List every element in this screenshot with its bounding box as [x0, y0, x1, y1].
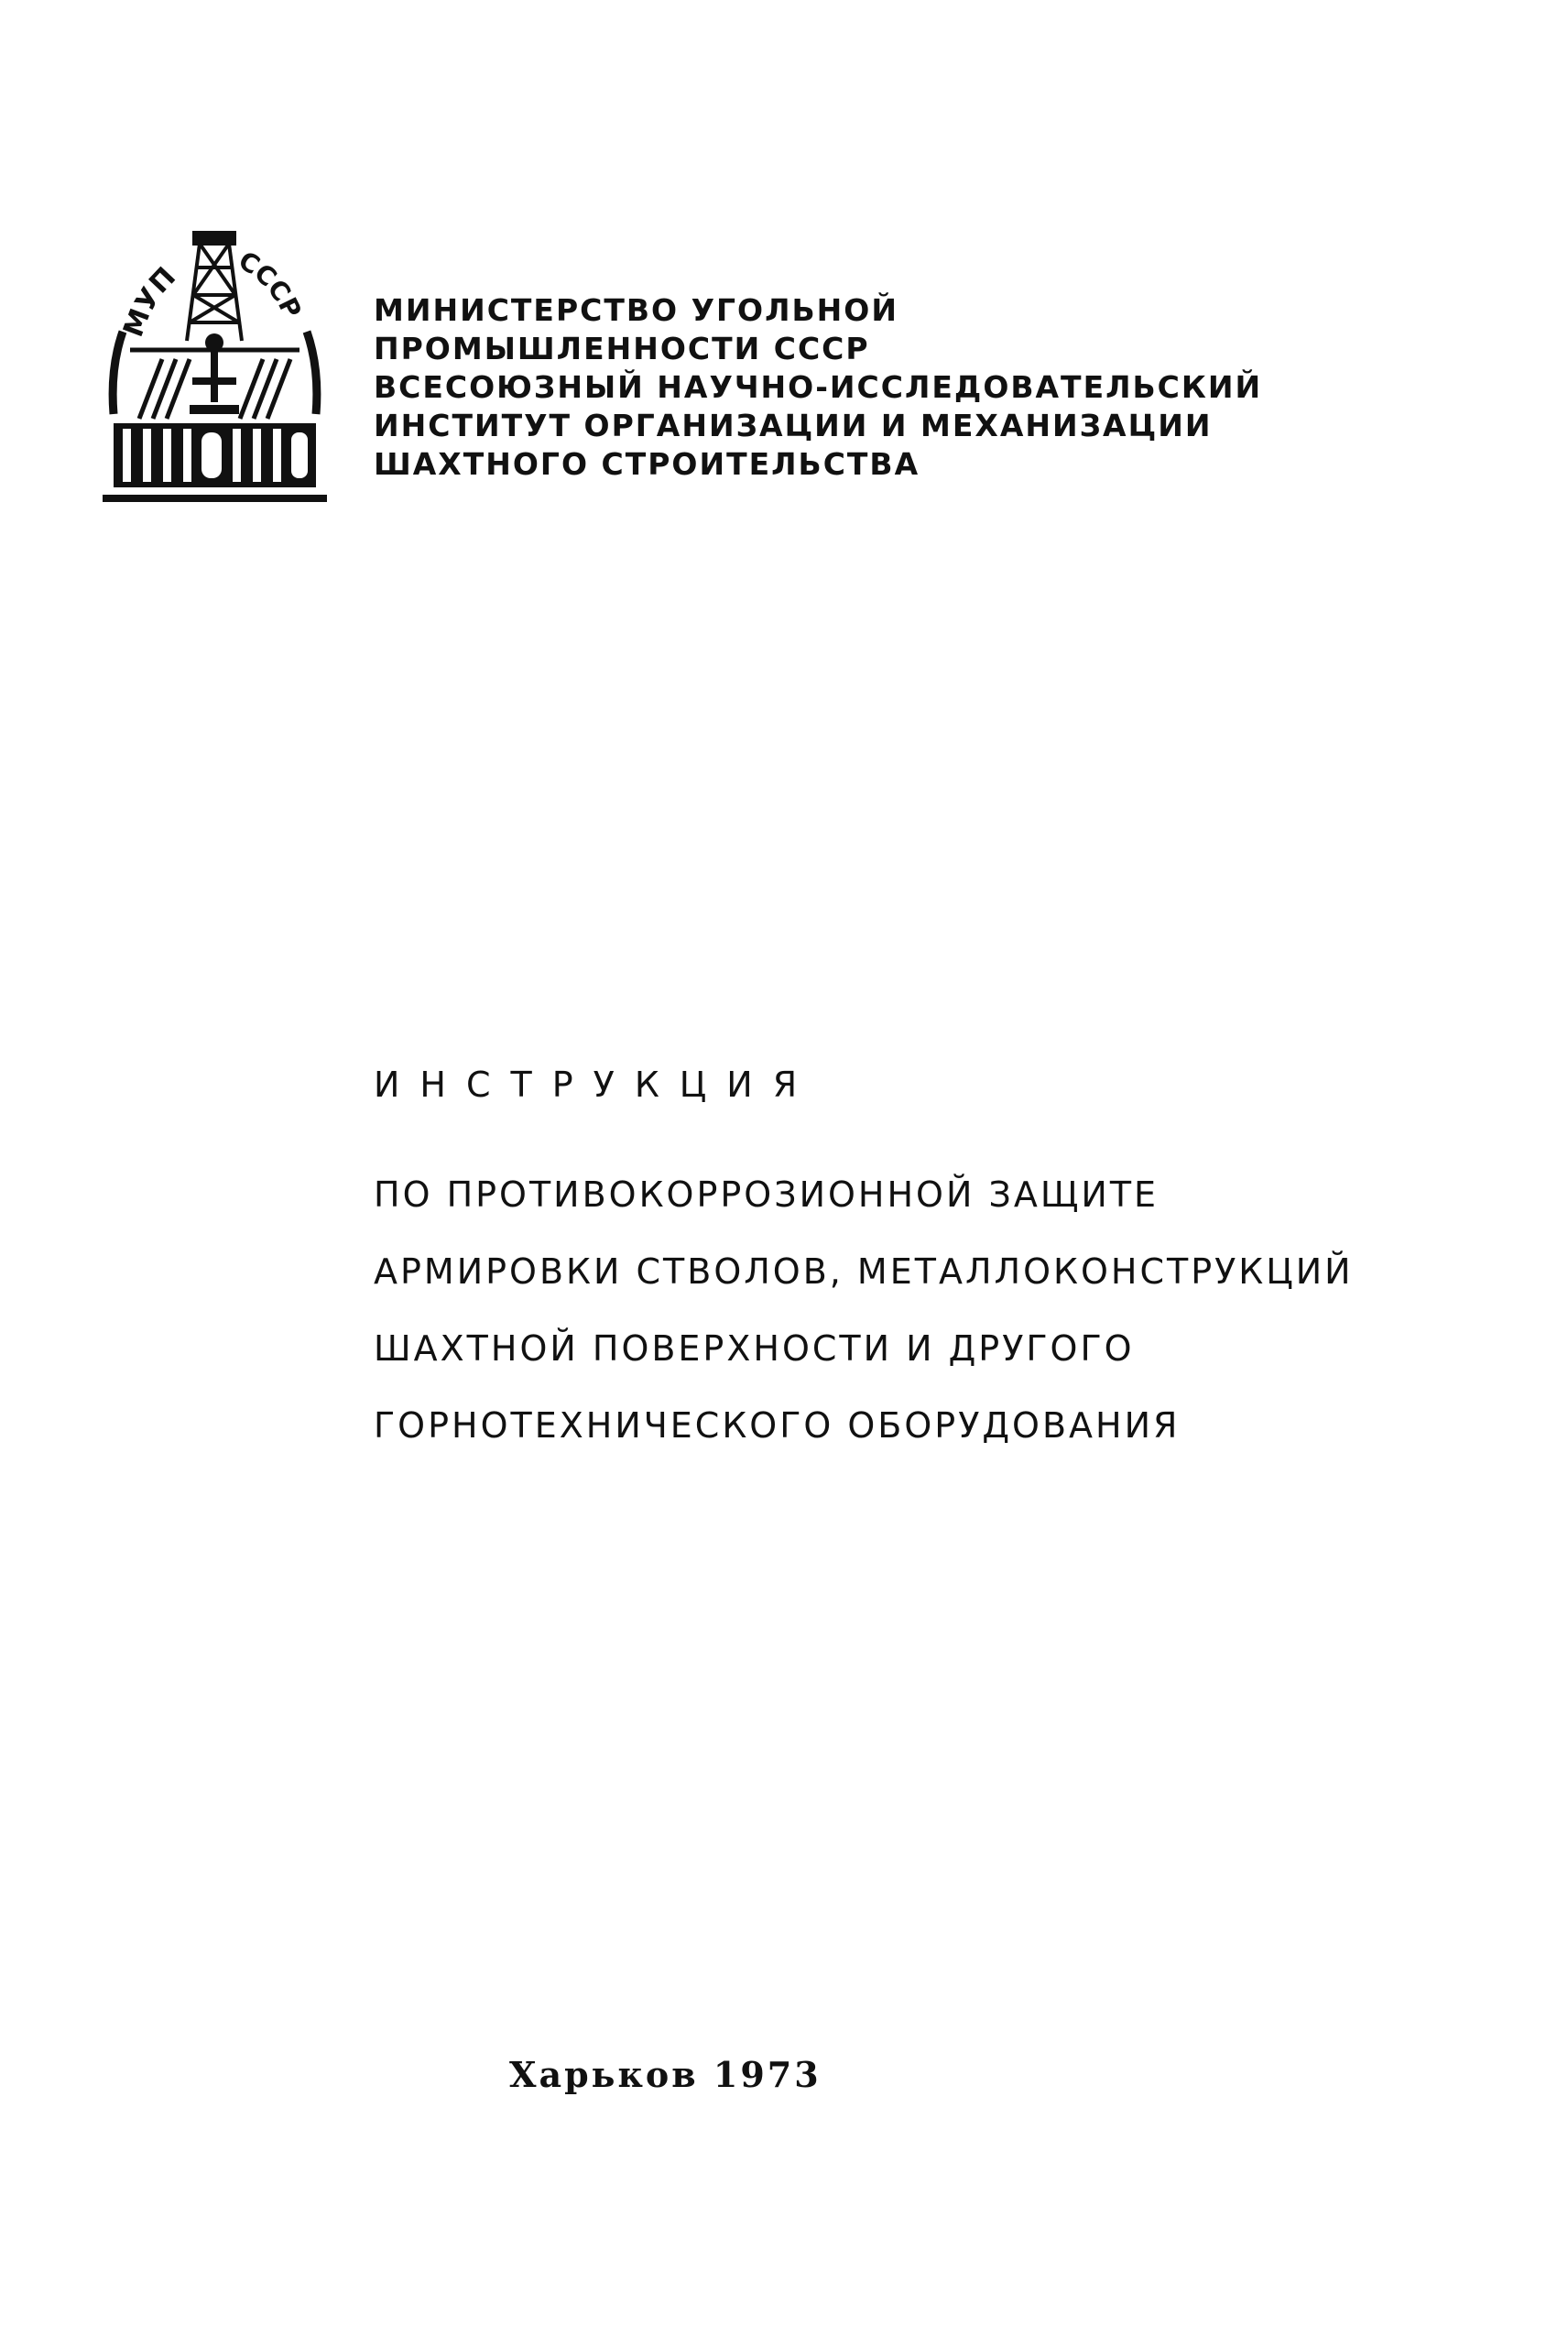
institute-logo-icon: [103, 231, 327, 506]
svg-text:МУП: МУП: [117, 261, 183, 342]
document-title-line: ГОРНОТЕХНИЧЕСКОГО ОБОРУДОВАНИЯ: [374, 1405, 1181, 1446]
organization-line: ПРОМЫШЛЕННОСТИ СССР: [374, 331, 870, 366]
document-title-line: ПО ПРОТИВОКОРРОЗИОННОЙ ЗАЩИТЕ: [374, 1174, 1160, 1215]
document-title-line: АРМИРОВКИ СТВОЛОВ, МЕТАЛЛОКОНСТРУКЦИЙ: [374, 1251, 1354, 1292]
publication-imprint: Харьков 1973: [509, 2054, 822, 2095]
organization-line: ВСЕСОЮЗНЫЙ НАУЧНО-ИССЛЕДОВАТЕЛЬСКИЙ: [374, 369, 1263, 405]
organization-line: МИНИСТЕРСТВО УГОЛЬНОЙ: [374, 292, 898, 328]
organization-header: [374, 291, 1262, 484]
document-title: [374, 1156, 1354, 1464]
organization-line: ИНСТИТУТ ОРГАНИЗАЦИИ И МЕХАНИЗАЦИИ: [374, 408, 1213, 443]
document-type-heading: ИНСТРУКЦИЯ: [374, 1065, 818, 1105]
document-title-line: ШАХТНОЙ ПОВЕРХНОСТИ И ДРУГОГО: [374, 1328, 1135, 1369]
organization-line: ШАХТНОГО СТРОИТЕЛЬСТВА: [374, 446, 920, 482]
svg-text:СССР: СССР: [233, 245, 308, 323]
